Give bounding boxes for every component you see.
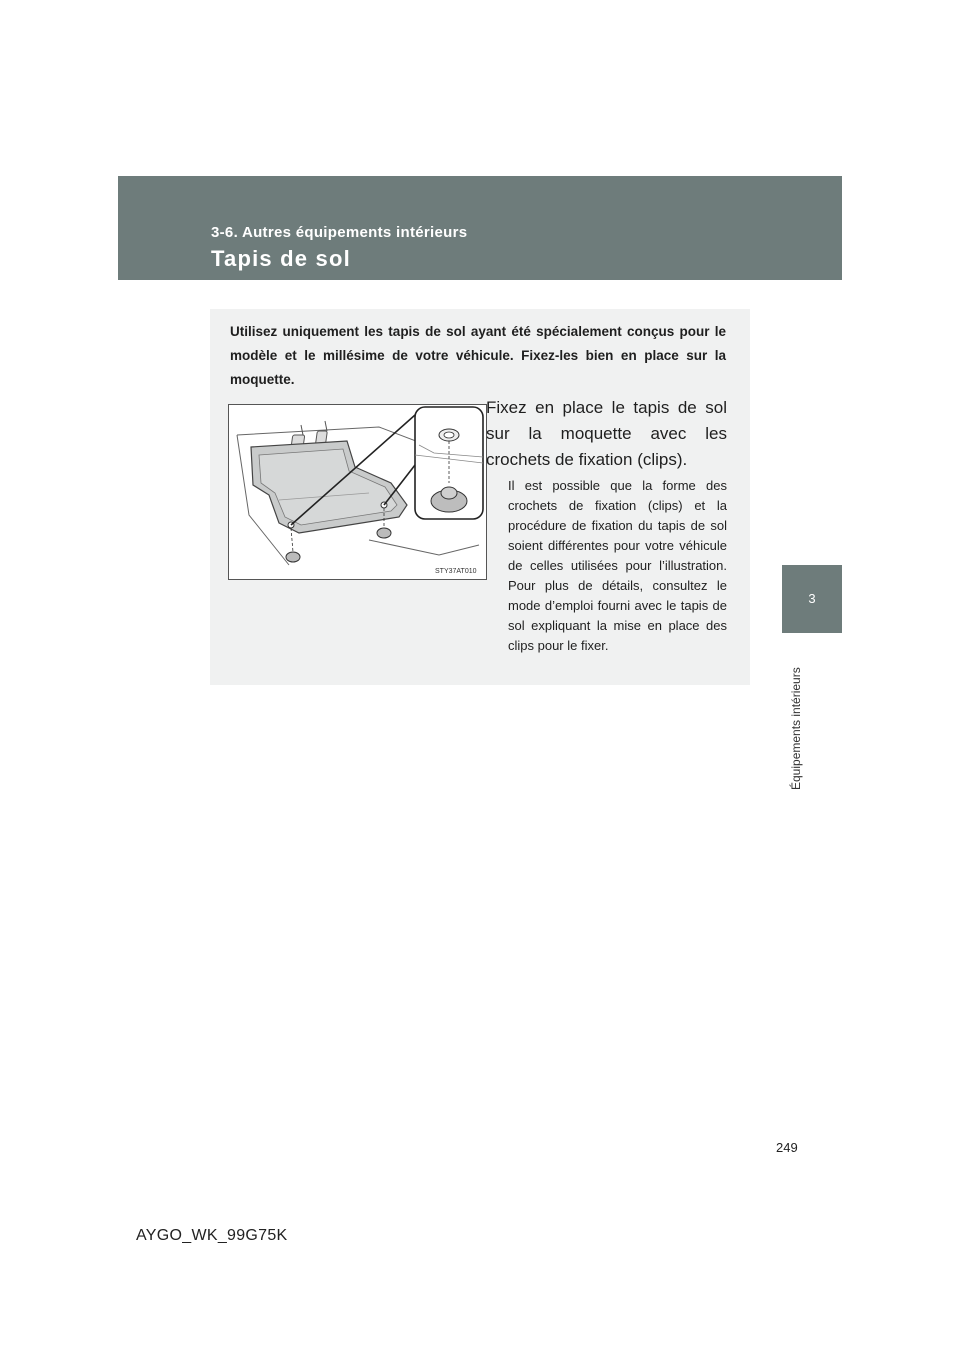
page-title: Tapis de sol [211,246,351,271]
floor-mat-illustration [228,404,487,580]
intro-text: Utilisez uniquement les tapis de sol ayant été spécialement conçus pour le modèle et le millésime de votre véhicule. Fixez-les bien en place sur la moquette. [230,324,726,387]
figure-code: STY37AT010 [435,568,477,575]
chapter-tab-number: 3 [782,565,842,633]
note-text: Il est possible que la forme des crochets de fixation (clips) et la procédure de fixation du tapis de sol soient différentes pour votre véhicule de celles utilisées pour l’illustration. Pour plus de détails, consultez le mode d’emploi fourni avec le tapis de sol expliquant la mise en place des clips pour le fixer. [508,478,727,653]
instruction-text: Fixez en place le tapis de sol sur la moquette avec les crochets de fixation (clips). [486,398,727,469]
section-label: 3-6. Autres équipements intérieurs [211,224,468,241]
header-band [118,176,842,280]
chapter-tab-label: Équipements intérieurs [789,667,803,790]
document-code: AYGO_WK_99G75K [136,1227,288,1244]
floor-mat-drawing [229,405,486,579]
page-number: 249 [776,1140,798,1155]
content-box [210,309,750,685]
